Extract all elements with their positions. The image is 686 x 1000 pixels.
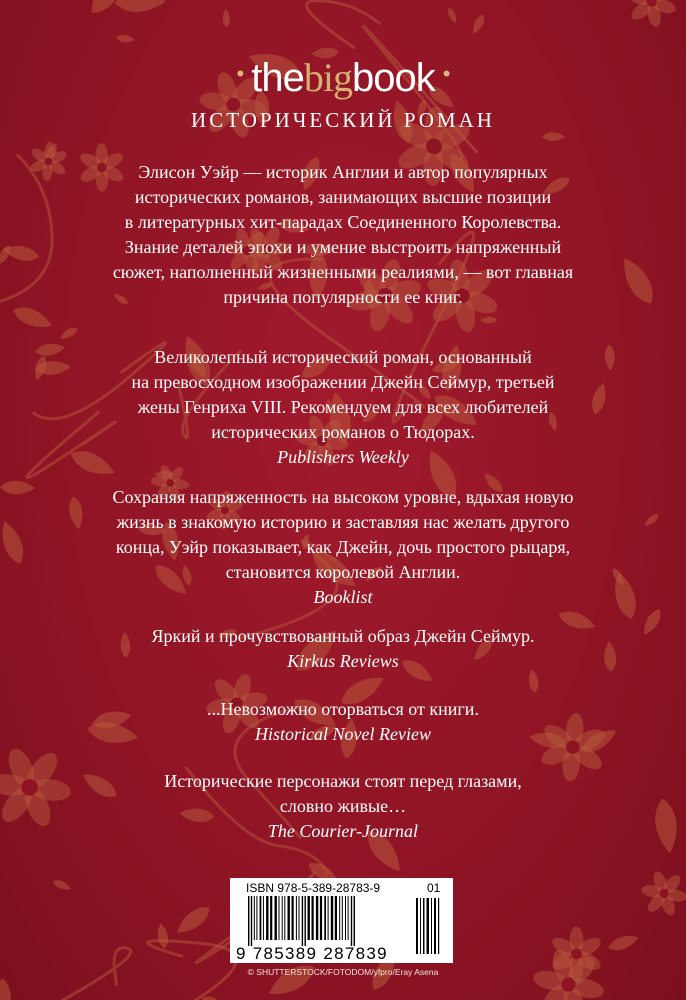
barcode-bar <box>331 896 333 940</box>
leaf <box>51 878 72 893</box>
review-line: Исторические персонажи стоят перед глазами, <box>164 771 522 791</box>
flower <box>620 0 684 34</box>
barcode-bar <box>339 896 340 940</box>
barcode-bar <box>254 896 255 940</box>
review-source: Publishers Weekly <box>277 447 409 467</box>
logo-the: the <box>251 56 304 100</box>
barcode-bar <box>275 896 277 940</box>
barcode-bar <box>324 896 326 940</box>
barcode-bar <box>305 896 306 946</box>
review-booklist <box>0 485 686 610</box>
review-line: ...Невозможно оторваться от книги. <box>207 699 479 719</box>
author-blurb-line: Знание деталей эпохи и умение выстроить напряженный <box>124 237 562 257</box>
review-line: становится королевой Англии. <box>225 562 461 582</box>
leaf <box>606 932 640 954</box>
logo-dot-left: • <box>236 61 244 86</box>
barcode-bar <box>248 896 249 946</box>
review-line: жизнь в знакомую историю и заставляя нас желать другого <box>116 512 570 532</box>
logo-big: big <box>303 55 352 100</box>
photo-credit: © SHUTTERSTOCK/FOTODOM/yfpro/Eray Asena <box>247 967 439 977</box>
review-line: Яркий и прочувствованный образ Джейн Сеймур. <box>151 626 535 646</box>
barcode-bar <box>260 896 262 940</box>
leaf <box>470 13 487 36</box>
barcode-bar <box>328 896 329 940</box>
review-source: Kirkus Reviews <box>287 651 399 671</box>
barcode-bar <box>342 896 343 940</box>
barcode-bar <box>299 896 300 940</box>
leaf <box>156 922 170 949</box>
review-courier-journal <box>0 769 686 844</box>
review-kirkus <box>0 624 686 674</box>
flower <box>637 867 686 921</box>
leaf <box>114 0 166 13</box>
leaf <box>446 6 459 24</box>
leaf <box>172 902 214 939</box>
barcode-bar <box>312 896 314 940</box>
barcode-bar <box>266 896 268 940</box>
barcode-bar <box>288 896 290 940</box>
barcode-addon-bar <box>434 898 436 954</box>
review-line: словно живые… <box>279 796 407 816</box>
review-line: конца, Уэйр показывает, как Джейн, дочь простого рыцаря, <box>115 537 571 557</box>
isbn-barcode <box>230 878 453 963</box>
barcode-digits: 9 785389 287839 <box>236 944 388 963</box>
barcode-addon-bar <box>416 898 418 954</box>
barcode-bar <box>292 896 294 940</box>
review-line: Великолепный исторический роман, основанный <box>154 347 532 367</box>
review-publishers-weekly <box>0 345 686 470</box>
leaf <box>542 132 565 141</box>
logo-book: book <box>351 56 435 100</box>
author-blurb-line: причина популярности ее книг. <box>223 287 463 307</box>
author-blurb-line: Элисон Уэйр — историк Англии и автор популярных <box>138 162 548 182</box>
review-source: The Courier-Journal <box>267 821 419 841</box>
review-line: исторических романов о Тюдорах. <box>211 422 475 442</box>
author-blurb <box>0 160 686 310</box>
review-source: Booklist <box>313 587 373 607</box>
barcode-addon-bar <box>438 898 439 954</box>
logo-dot-right: • <box>442 61 450 86</box>
leaf <box>480 317 497 324</box>
barcode-addon-bar <box>420 898 421 954</box>
barcode-bar <box>296 896 297 940</box>
barcode-bar <box>282 896 283 940</box>
barcode-bar <box>251 896 252 946</box>
barcode-bar <box>256 896 257 940</box>
author-blurb-line: исторических романов, занимающих высшие позиции <box>134 187 552 207</box>
barcode-bar <box>320 896 322 940</box>
leaf <box>115 34 135 44</box>
barcode-bar <box>348 896 349 940</box>
barcode-bar <box>335 896 337 940</box>
barcode-bar <box>351 896 352 946</box>
series-subtitle: ИСТОРИЧЕСКИЙ РОМАН <box>191 108 495 132</box>
barcode-addon-bar <box>427 898 430 954</box>
leaf <box>264 958 320 1000</box>
barcode-bar <box>354 896 355 946</box>
leaf <box>58 325 79 342</box>
barcode-addon-bar <box>423 898 425 954</box>
isbn-addon-label: 01 <box>427 881 441 895</box>
barcode-addon-bar <box>431 898 432 954</box>
barcode-bar <box>316 896 318 940</box>
isbn-label: ISBN 978-5-389-28783-9 <box>246 881 381 895</box>
barcode-bar <box>263 896 264 940</box>
author-blurb-line: сюжет, наполненный жизненными реалиями, — вот главная <box>112 262 574 282</box>
barcode-bar <box>302 896 303 946</box>
review-line: жены Генриха VIII. Рекомендуем для всех любителей <box>137 397 549 417</box>
vine <box>307 1 381 48</box>
leaf <box>222 9 230 28</box>
review-line: на превосходном изображении Джейн Сеймур, третьей <box>131 372 555 392</box>
review-historical-novel <box>0 697 686 747</box>
review-source: Historical Novel Review <box>255 724 431 744</box>
barcode-bar <box>345 896 346 940</box>
barcode-bar <box>270 896 272 940</box>
author-blurb-line: в литературных хит-парадах Соединенного Королевства. <box>124 212 562 232</box>
leaf <box>0 978 11 1000</box>
barcode-bar <box>279 896 280 940</box>
series-logo <box>0 54 686 101</box>
barcode-bar <box>308 896 310 940</box>
barcode-bar <box>284 896 285 940</box>
review-line: Сохраняя напряженность на высоком уровне, вдыхая новую <box>112 487 574 507</box>
